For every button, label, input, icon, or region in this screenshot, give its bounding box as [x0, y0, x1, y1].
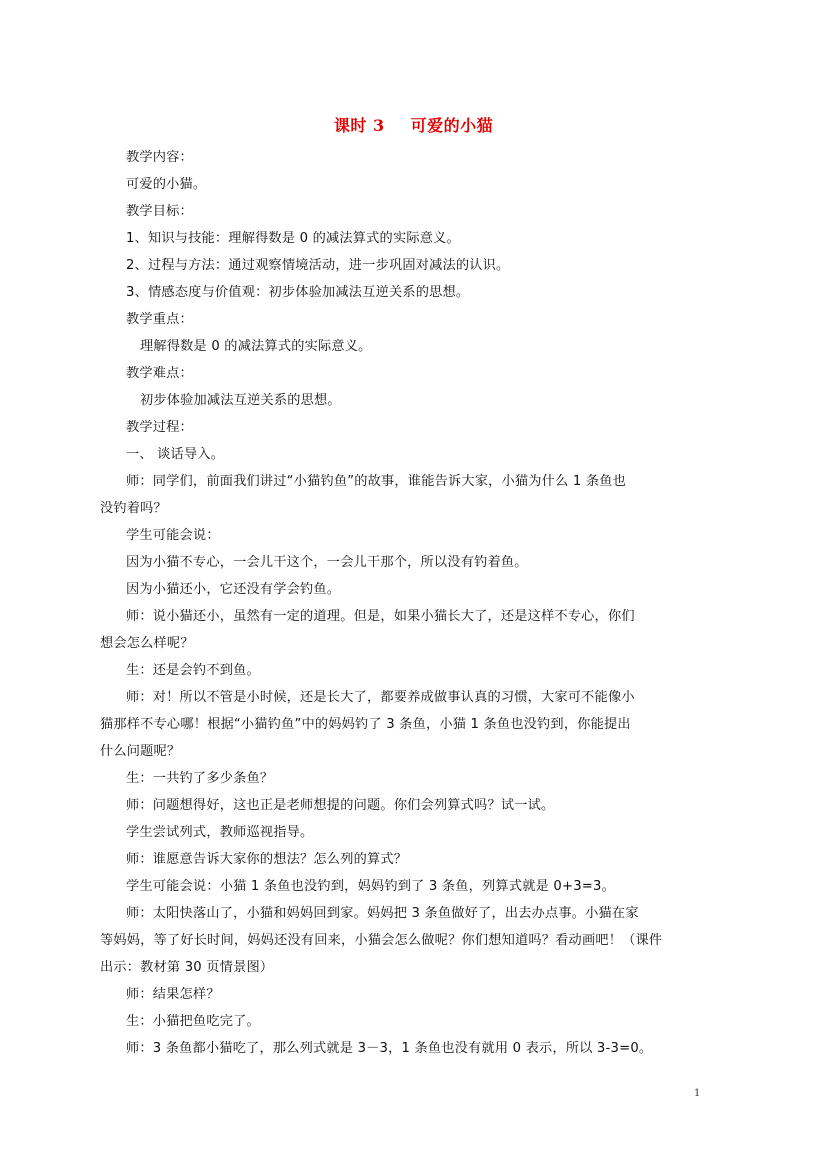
- heading-key-points: 教学重点：: [126, 312, 193, 327]
- paragraph: 因为小猫还小，它还没有学会钓鱼。: [126, 582, 341, 597]
- paragraph: 师：同学们，前面我们讲过“小猫钓鱼”的故事，谁能告诉大家，小猫为什么 1 条鱼也: [126, 474, 626, 489]
- heading-process: 教学过程：: [126, 420, 193, 435]
- lesson-title: [0, 113, 827, 136]
- heading-difficulties: 教学难点：: [126, 366, 193, 381]
- lesson-name: 可爱的小猫: [410, 116, 494, 135]
- paragraph-continuation: 想会怎么样呢？: [100, 636, 194, 651]
- paragraph: 师：对！所以不管是小时候，还是长大了，都要养成做事认真的习惯，大家可不能像小: [126, 690, 635, 705]
- paragraph: 生：一共钓了多少条鱼？: [126, 771, 274, 786]
- paragraph: 师：结果怎样？: [126, 987, 220, 1002]
- paragraph: 3、情感态度与价值观：初步体验加减法互逆关系的思想。: [126, 285, 470, 300]
- heading-content: 教学内容：: [126, 150, 193, 165]
- section-heading: 一、 谈话导入。: [126, 447, 225, 462]
- lesson-number: 课时 3: [333, 116, 385, 135]
- paragraph: 师：问题想得好，这也正是老师想提的问题。你们会列算式吗？试一试。: [126, 798, 555, 813]
- paragraph: 理解得数是 0 的减法算式的实际意义。: [140, 339, 372, 354]
- heading-objectives: 教学目标：: [126, 204, 193, 219]
- paragraph: 生：小猫把鱼吃完了。: [126, 1014, 260, 1029]
- paragraph-continuation: 出示：教材第 30 页情景图）: [100, 960, 274, 975]
- paragraph: 初步体验加减法互逆关系的思想。: [140, 393, 341, 408]
- paragraph-continuation: 没钓着吗？: [100, 501, 167, 516]
- paragraph-continuation: 等妈妈，等了好长时间，妈妈还没有回来，小猫会怎么做呢？你们想知道吗？看动画吧！（课件: [100, 933, 663, 948]
- paragraph: 因为小猫不专心，一会儿干这个，一会儿干那个，所以没有钓着鱼。: [126, 555, 528, 570]
- paragraph: 生：还是会钓不到鱼。: [126, 663, 260, 678]
- page-number: 1: [694, 1088, 701, 1099]
- paragraph-continuation: 什么问题呢？: [100, 744, 181, 759]
- paragraph: 师：3 条鱼都小猫吃了，那么列式就是 3－3，1 条鱼也没有就用 0 表示，所以 3-3=0。: [126, 1041, 653, 1056]
- paragraph: 2、过程与方法：通过观察情境活动，进一步巩固对减法的认识。: [126, 258, 510, 273]
- paragraph: 学生可能会说：小猫 1 条鱼也没钓到，妈妈钓到了 3 条鱼，列算式就是 0+3=3。: [126, 879, 616, 894]
- paragraph: 可爱的小猫。: [126, 177, 207, 192]
- paragraph: 师：谁愿意告诉大家你的想法？怎么列的算式？: [126, 852, 408, 867]
- paragraph: 师：说小猫还小，虽然有一定的道理。但是，如果小猫长大了，还是这样不专心，你们: [126, 609, 635, 624]
- paragraph: 学生可能会说：: [126, 528, 220, 543]
- paragraph-continuation: 猫那样不专心哪！根据“小猫钓鱼”中的妈妈钓了 3 条鱼，小猫 1 条鱼也没钓到，你能提出: [100, 717, 631, 732]
- paragraph: 1、知识与技能：理解得数是 0 的减法算式的实际意义。: [126, 231, 460, 246]
- paragraph: 师：太阳快落山了，小猫和妈妈回到家。妈妈把 3 条鱼做好了，出去办点事。小猫在家: [126, 906, 639, 921]
- paragraph: 学生尝试列式，教师巡视指导。: [126, 825, 314, 840]
